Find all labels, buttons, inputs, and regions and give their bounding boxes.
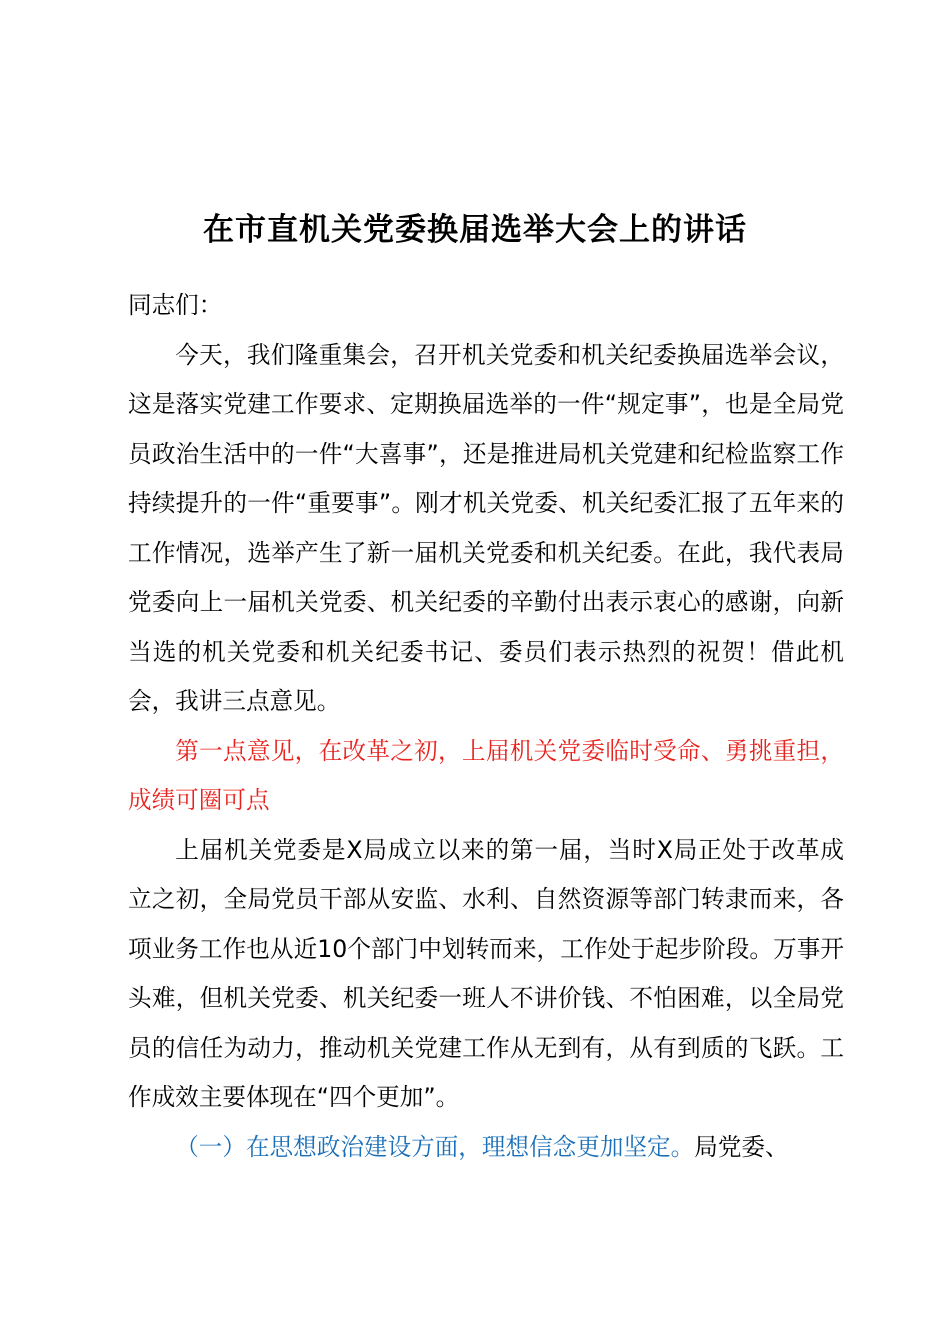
salutation: 同志们： [128,291,223,319]
section-heading-first-point: 第一点意见，在改革之初，上届机关党委临时受命、勇挑重担，成绩可圈可点 [128,736,844,814]
paragraph-subsection-one [128,1123,844,1173]
paragraph-opening: 今天，我们隆重集会，召开机关党委和机关纪委换届选举会议，这是落实党建工作要求、定期换届选举的一件“规定事”，也是全局党员政治生活中的一件“大喜事”，还是推进局机关党建和纪检监察工作持续提升的一件“重要事”。刚才机关党委、机关纪委汇报了五年来的工作情况，选举产生了新一届机关党委和机关纪委。在此，我代表局党委向上一届机关党委、机关纪委的辛勤付出表示衷心的感谢，向新当选的机关党委和机关纪委书记、委员们表示热烈的祝贺！借此机会，我讲三点意见。 [128,340,844,715]
paragraph-subsection-one-text: 局党委、 [694,1132,789,1161]
paragraph-first-point: 上届机关党委是X局成立以来的第一届，当时X局正处于改革成立之初，全局党员干部从安监、水利、自然资源等部门转隶而来，各项业务工作也从近10个部门中划转而来，工作处于起步阶段。万事开头难，但机关党委、机关纪委一班人不讲价钱、不怕困难，以全局党员的信任为动力，推动机关党建工作从无到有，从有到质的飞跃。工作成效主要体现在“四个更加”。 [128,835,844,1111]
document-body [128,281,844,1172]
subheading-ideology: （一）在思想政治建设方面，理想信念更加坚定。 [175,1132,695,1161]
document-title: 在市直机关党委换届选举大会上的讲话 [203,212,747,248]
